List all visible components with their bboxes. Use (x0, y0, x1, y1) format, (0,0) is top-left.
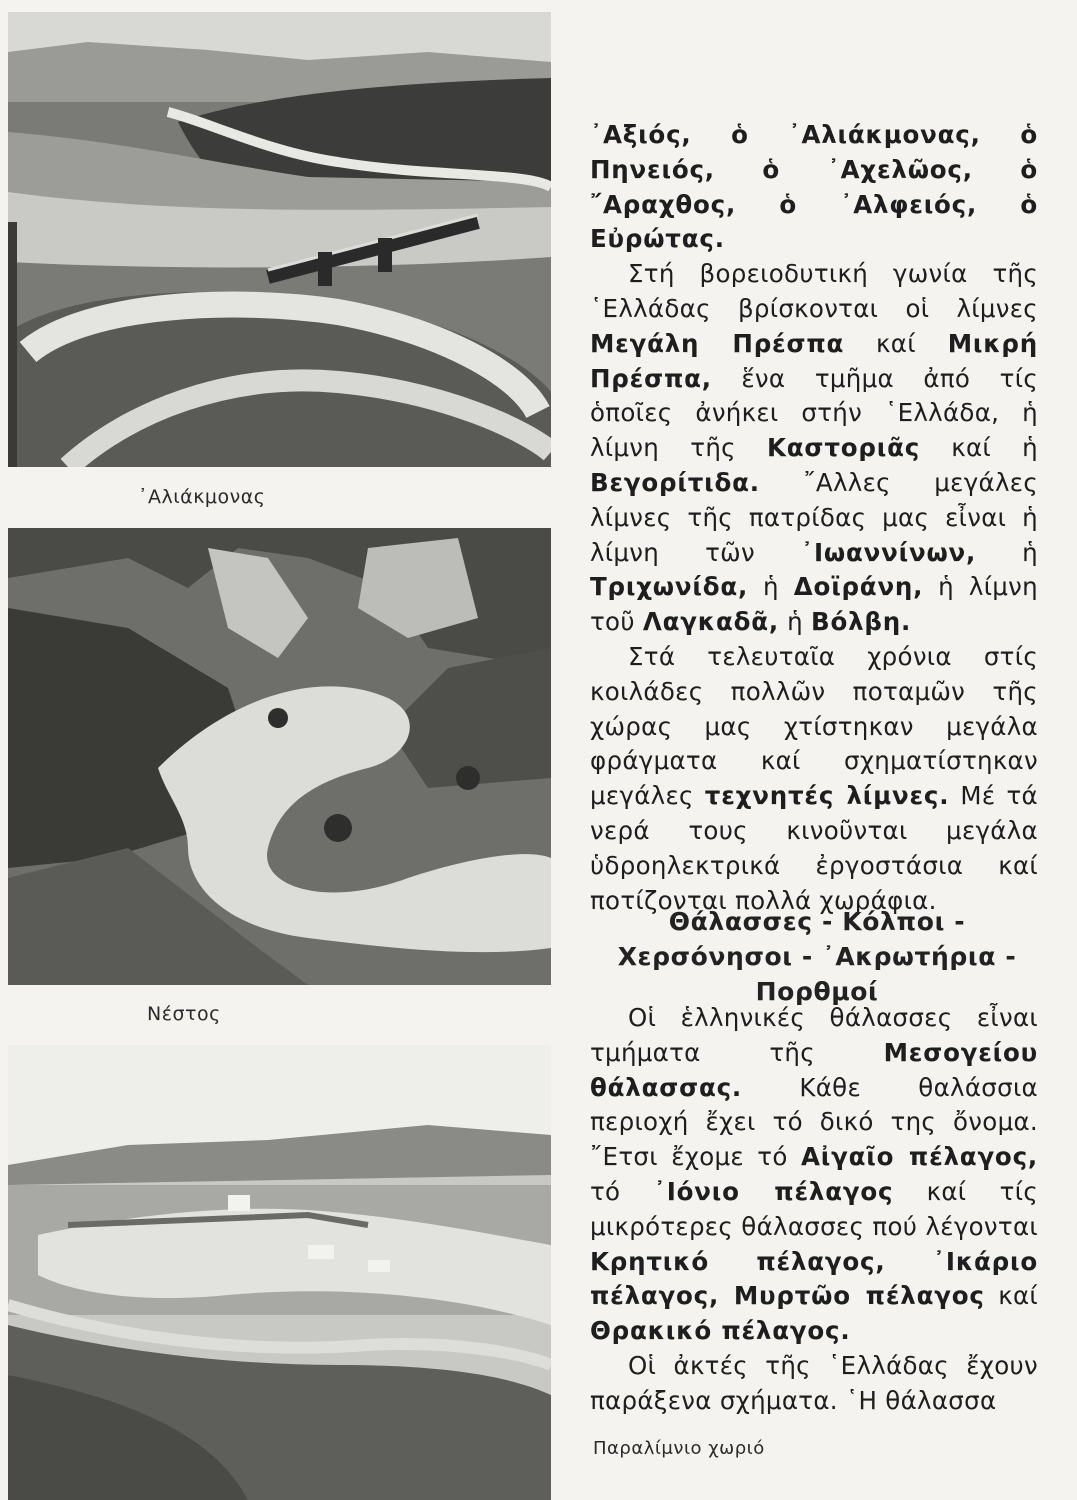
photo-aliakmonas (8, 12, 551, 467)
paragraph-coasts: Οἱ ἀκτές τῆς ῾Ελλάδας ἔχουν παράξενα σχήματα. ῾Η θάλασσα (590, 1350, 1038, 1415)
river-names: ᾿Αξιός, ὁ ᾿Αλιάκμονας, ὁ Πηνειός, ὁ ᾿Αχελῶος, ὁ ῎Αραχθος, ὁ ᾿Αλφειός, ὁ Εὐρώτας. (590, 120, 1038, 254)
caption-lakeside-village: Παραλίμνιο χωριό (593, 1438, 765, 1459)
photo-nestos (8, 528, 551, 985)
paragraph-lakes: Στή βορειοδυτική γωνία τῆς ῾Ελλάδας βρίσκονται οἱ λίμνες Μεγάλη Πρέσπα καί Μικρή Πρέσπα, ἕνα τμῆμα ἀπό τίς ὁποῖες ἀνήκει στήν ῾Ελλάδα, ἡ λίμνη τῆς Καστοριᾶς καί ἡ Βεγορίτιδα. ῎Αλλες μεγάλες λίμνες τῆς πατρίδας μας εἶναι ἡ λίμνη τῶν ᾿Ιωαννίνων, ἡ Τριχωνίδα, ἡ Δοϊράνη, ἡ λίμνη τοῦ Λαγκαδᾶ, ἡ Βόλβη. (590, 259, 1038, 637)
photo-lakeside-village (8, 1045, 551, 1500)
caption-aliakmonas: ᾿Αλιάκμονας (138, 486, 266, 508)
paragraph-artificial-lakes: Στά τελευταῖα χρόνια στίς κοιλάδες πολλῶν ποταμῶν τῆς χώρας μας χτίστηκαν μεγάλα φράγματα καί σχηματίστηκαν μεγάλες τεχνητές λίμνες. Μέ τά νερά τους κινοῦνται μεγάλα ὑδροηλεκτρικά ἐργοστάσια καί ποτίζονται πολλά χωράφια. (590, 641, 1038, 915)
caption-nestos: Νέστος (147, 1003, 221, 1025)
paragraph-rivers (590, 118, 1038, 257)
paragraph-seas: Οἱ ἑλληνικές θάλασσες εἶναι τμήματα τῆς Μεσογείου θάλασσας. Κάθε θαλάσσια περιοχή ἔχει τό δικό της ὄνομα. ῎Ετσι ἔχομε τό Αἰγαῖο πέλαγος, τό ᾿Ιόνιο πέλαγος καί τίς μικρότερες θάλασσες πού λέγονται Κρητικό πέλαγος, ᾿Ικάριο πέλαγος, Μυρτῶο πέλαγος καί Θρακικό πέλαγος. (590, 1003, 1039, 1346)
text-column-rivers-lakes (590, 118, 1038, 918)
section-heading-seas: Θάλασσες - Κόλποι - Χερσόνησοι - ᾿Ακρωτήρια - Πορθμοί (617, 907, 1017, 1006)
text-column-seas (590, 1001, 1038, 1419)
